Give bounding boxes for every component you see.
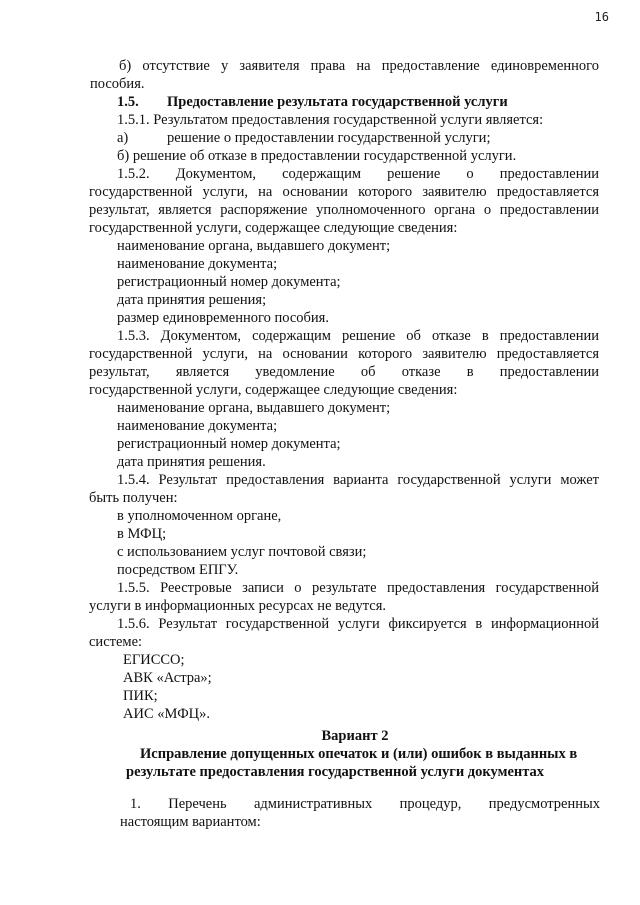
variant-subtitle-line: результате предоставления государственной услуги документах bbox=[126, 764, 545, 780]
list-item: посредством ЕПГУ. bbox=[117, 562, 239, 578]
text-line: пособия. bbox=[90, 76, 145, 92]
text-line: результат, является распоряжение уполномоченного органа о предоставлении bbox=[89, 202, 599, 218]
text-line: 1.5.4. Результат предоставления варианта государственной услуги может bbox=[117, 472, 599, 488]
text-line: государственной услуги, на основании которого заявителю предоставляется bbox=[89, 346, 599, 362]
section-title: Предоставление результата государственной услуги bbox=[167, 94, 508, 110]
list-text: решение о предоставлении государственной услуги; bbox=[167, 130, 491, 146]
procedures-paragraph bbox=[120, 795, 600, 831]
list-item: в уполномоченном органе, bbox=[117, 508, 282, 524]
list-item: дата принятия решения. bbox=[117, 454, 266, 470]
text-line: системе: bbox=[89, 634, 143, 650]
text-line: 1.5.1. Результатом предоставления государственной услуги является: bbox=[117, 112, 544, 128]
text-line: государственной услуги, на основании которого заявителю предоставляется bbox=[89, 184, 599, 200]
list-item: АВК «Астра»; bbox=[123, 670, 212, 686]
variant-title: Вариант 2 bbox=[321, 728, 389, 744]
text-line: 1.5.3. Документом, содержащим решение об отказе в предоставлении bbox=[117, 328, 599, 344]
text-line: результат, является уведомление об отказе в предоставлении bbox=[89, 364, 599, 380]
text-line: б) отсутствие у заявителя права на предоставление единовременного bbox=[119, 58, 599, 74]
variant-2-heading bbox=[120, 727, 602, 781]
list-item: ПИК; bbox=[123, 688, 158, 704]
text-line: 1.5.5. Реестровые записи о результате предоставления государственной bbox=[117, 580, 599, 596]
page-number: 16 bbox=[594, 10, 609, 24]
list-item: с использованием услуг почтовой связи; bbox=[117, 544, 367, 560]
text-line: государственной услуги, содержащее следующие сведения: bbox=[89, 220, 458, 236]
text-line: услуги в информационных ресурсах не ведутся. bbox=[89, 598, 387, 614]
list-item: наименование органа, выдавшего документ; bbox=[117, 238, 391, 254]
list-item bbox=[117, 129, 599, 147]
list-item: наименование документа; bbox=[117, 256, 278, 272]
text-line: настоящим вариантом: bbox=[120, 814, 261, 830]
list-item: регистрационный номер документа; bbox=[117, 274, 341, 290]
list-item: регистрационный номер документа; bbox=[117, 436, 341, 452]
list-item: наименование органа, выдавшего документ; bbox=[117, 400, 391, 416]
list-marker: а) bbox=[117, 130, 129, 146]
text-line: б) решение об отказе в предоставлении государственной услуги. bbox=[117, 148, 517, 164]
text-line: 1.5.2. Документом, содержащим решение о предоставлении bbox=[117, 166, 599, 182]
variant-subtitle-line: Исправление допущенных опечаток и (или) ошибок в выданных в bbox=[140, 746, 578, 762]
document-body bbox=[89, 57, 599, 723]
list-item: дата принятия решения; bbox=[117, 292, 267, 308]
text-line: 1. Перечень административных процедур, предусмотренных bbox=[130, 796, 600, 812]
list-item: размер единовременного пособия. bbox=[117, 310, 329, 326]
text-line: государственной услуги, содержащее следующие сведения: bbox=[89, 382, 458, 398]
list-item: ЕГИССО; bbox=[123, 652, 185, 668]
list-item: АИС «МФЦ». bbox=[123, 706, 210, 722]
list-item: в МФЦ; bbox=[117, 526, 167, 542]
list-item: наименование документа; bbox=[117, 418, 278, 434]
text-line: 1.5.6. Результат государственной услуги фиксируется в информационной bbox=[117, 616, 599, 632]
section-heading-1-5 bbox=[117, 93, 599, 111]
section-number: 1.5. bbox=[117, 94, 139, 110]
text-line: быть получен: bbox=[89, 490, 178, 506]
